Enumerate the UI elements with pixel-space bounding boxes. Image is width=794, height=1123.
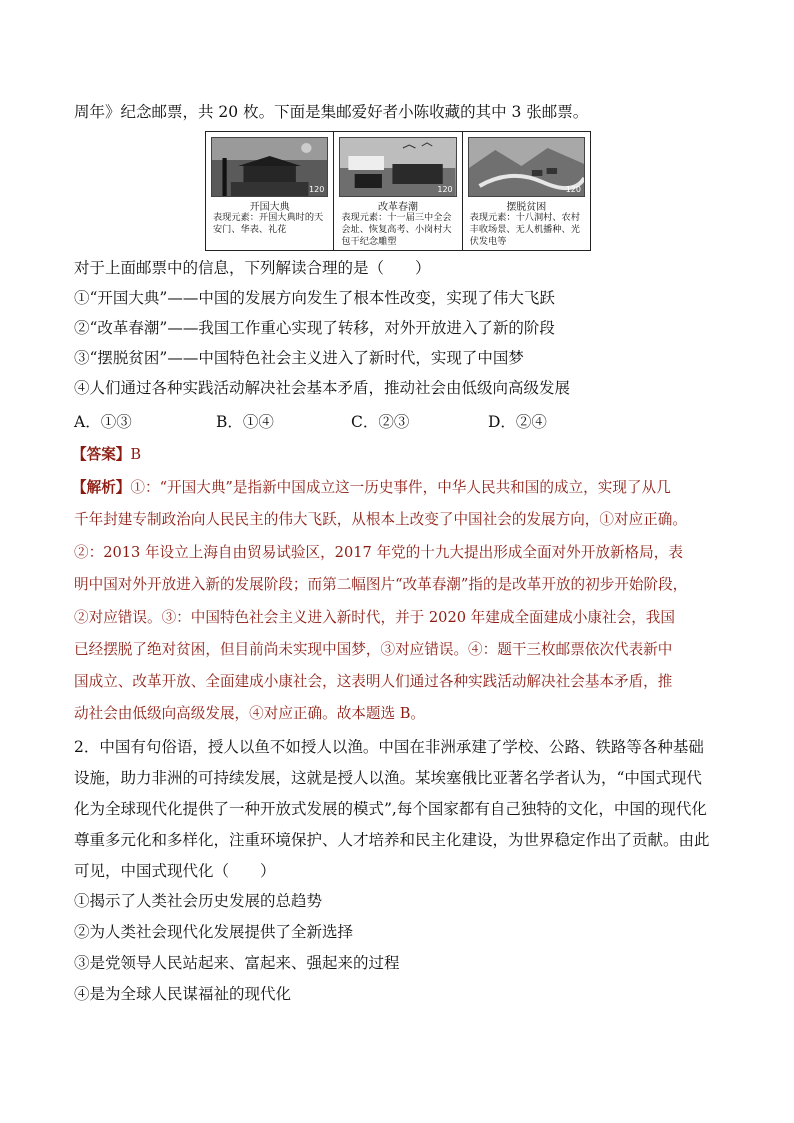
analysis-line: 国成立、改革开放、全面建成小康社会，这表明人们通过各种实践活动解决社会基本矛盾，推 (74, 673, 673, 690)
option-c: C．②③ (351, 413, 410, 431)
question-1-item: ④人们通过各种实践活动解决社会基本矛盾，推动社会由低级向高级发展 (74, 379, 571, 397)
question-2-item: ③是党领导人民站起来、富起来、强起来的过程 (74, 954, 400, 972)
analysis-line: ②：2013 年设立上海自由贸易试验区，2017 年党的十九大提出形成全面对外开放新格局，表 (74, 544, 683, 561)
analysis-line (72, 477, 671, 499)
analysis-line: 已经摆脱了绝对贫困，但目前尚未实现中国梦，③对应错误。④：题干三枚邮票依次代表新中 (74, 641, 673, 658)
question-2-stem: 尊重多元化和多样化，注重环境保护、人才培养和民主化建设，为世界稳定作出了贡献。由此 (74, 831, 710, 849)
option-a: A．①③ (74, 413, 132, 431)
stamp-image-reform (339, 137, 456, 197)
analysis-text: ①：“开国大典”是指新中国成立这一历史事件，中华人民共和国的成立，实现了从几 (130, 479, 671, 496)
question-2-stem: 2．中国有句俗语，授人以鱼不如授人以渔。中国在非洲承建了学校、公路、铁路等各种基础 (74, 738, 704, 756)
stamp-title: 摆脱贫困 (506, 202, 547, 213)
stamp-image-village (468, 137, 585, 197)
analysis-tag: 【解析】 (72, 479, 131, 496)
question-1-item: ②“改革春潮”——我国工作重心实现了转移，对外开放进入了新的阶段 (74, 319, 555, 337)
stamp-face-value: 120 (565, 185, 581, 194)
analysis-line: 千年封建专制政治向人民民主的伟大飞跃，从根本上改变了中国社会的发展方向，①对应正确。 (74, 511, 687, 528)
stamp-reform (334, 132, 462, 250)
option-d: D．②④ (488, 413, 547, 431)
stamp-poverty (463, 132, 590, 250)
analysis-line: 动社会由低级向高级发展，④对应正确。故本题选 B。 (74, 705, 426, 722)
stamp-image-tiananmen (211, 137, 328, 197)
stamp-face-value: 120 (437, 185, 453, 194)
question-2-stem: 化为全球现代化提供了一种开放式发展的模式”,每个国家都有自己独特的文化，中国的现代化 (74, 800, 707, 818)
answer-value: B (130, 446, 142, 463)
answer-line (72, 444, 141, 466)
question-1-item: ①“开国大典”——中国的发展方向发生了根本性改变，实现了伟大飞跃 (74, 289, 555, 307)
stamp-face-value: 120 (309, 185, 325, 194)
question-2-stem: 可见，中国式现代化（ ） (74, 862, 276, 880)
question-1-stem: 对于上面邮票中的信息，下列解读合理的是（ ） (74, 259, 431, 277)
analysis-line: 明中国对外开放进入新的发展阶段；而第二幅图片“改革春潮”指的是改革开放的初步开始阶段， (74, 576, 688, 593)
question-1-options (74, 411, 547, 433)
question-2-item: ④是为全球人民谋福祉的现代化 (74, 985, 292, 1003)
stamp-founding (206, 132, 334, 250)
analysis-line: ②对应错误。③：中国特色社会主义进入新时代，并于 2020 年建成全面建成小康社会，我国 (74, 609, 675, 626)
question-2-item: ②为人类社会现代化发展提供了全新选择 (74, 923, 354, 941)
intro-text: 周年》纪念邮票，共 20 枚。下面是集邮爱好者小陈收藏的其中 3 张邮票。 (74, 103, 589, 121)
question-1-item: ③“摆脱贫困”——中国特色社会主义进入了新时代，实现了中国梦 (74, 349, 524, 367)
stamp-description: 表现元素：十一届三中全会会址、恢复高考、小岗村大包干纪念雕塑 (341, 212, 452, 247)
stamp-title: 改革春潮 (377, 202, 418, 213)
question-2-stem: 设施，助力非洲的可持续发展，这就是授人以渔。某埃塞俄比亚著名学者认为，“中国式现代 (74, 769, 702, 787)
stamp-set (205, 131, 591, 251)
stamp-description: 表现元素：十八洞村、农村丰收场景、无人机播种、光伏发电等 (469, 212, 580, 247)
option-b: B．①④ (216, 413, 274, 431)
stamp-description: 表现元素：开国大典时的天安门、华表、礼花 (213, 212, 324, 235)
stamp-title: 开国大典 (249, 202, 290, 213)
answer-tag: 【答案】 (72, 446, 131, 463)
question-2-item: ①揭示了人类社会历史发展的总趋势 (74, 892, 323, 910)
